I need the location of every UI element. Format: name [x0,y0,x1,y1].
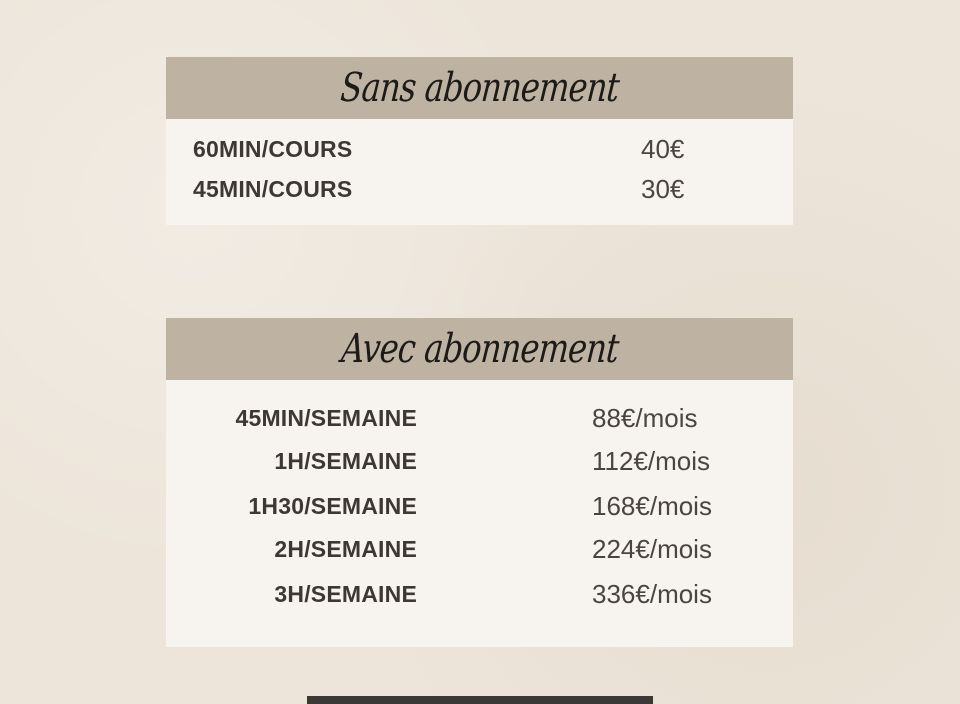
price-row-label: 60MIN/COURS [193,136,353,162]
price-row-label: 2H/SEMAINE [274,536,417,562]
price-row-label: 1H/SEMAINE [274,448,417,474]
price-row [166,534,793,564]
pricing-card-sans-abonnement [166,57,793,225]
price-row [166,491,793,521]
price-row [166,579,793,609]
price-row-value: 30€ [641,174,685,204]
price-row-value: 112€/mois [592,446,711,476]
price-row-value: 88€/mois [592,403,698,433]
card-title: Sans abonnement [338,65,621,111]
price-row [166,403,793,433]
card-header [166,57,793,119]
price-row [166,446,793,476]
price-row [166,134,793,164]
price-row-label: 45MIN/COURS [193,176,353,202]
price-row-value: 224€/mois [592,534,712,564]
price-row-label: 45MIN/SEMAINE [235,405,417,431]
card-header [166,318,793,380]
card-title: Avec abonnement [339,326,620,372]
price-row-value: 40€ [641,134,685,164]
bottom-button-bar[interactable] [307,696,653,704]
price-row-label: 3H/SEMAINE [274,581,417,607]
pricing-card-avec-abonnement [166,318,793,647]
price-row-value: 168€/mois [592,491,712,521]
price-row [166,174,793,204]
price-row-value: 336€/mois [592,579,712,609]
price-row-label: 1H30/SEMAINE [248,493,417,519]
